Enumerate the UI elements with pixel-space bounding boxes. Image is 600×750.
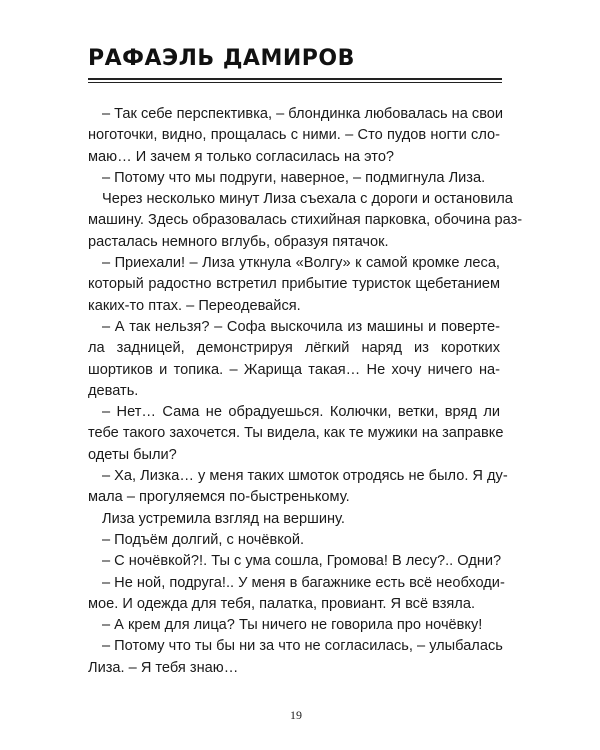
text-line: расталась немного вглубь, образуя пятачок.	[88, 233, 389, 250]
text-line: – Ха, Лизка… у меня таких шмоток отродясь не было. Я ду-	[102, 468, 508, 485]
text-line: тебе такого захочется. Ты видела, как те мужики на заправке	[88, 425, 504, 442]
text-line: девать.	[88, 382, 139, 399]
text-line: – Приехали! – Лиза уткнула «Волгу» к самой кромке леса,	[102, 255, 500, 272]
text-line: – С ночёвкой?!. Ты с ума сошла, Громова! В лесу?.. Одни?	[102, 553, 502, 570]
running-head-author: РАФАЭЛЬ ДАМИРОВ	[88, 46, 355, 71]
text-line: каких-то птах. – Переодевайся.	[88, 297, 301, 314]
page-number: 19	[290, 708, 302, 722]
text-line: ноготочки, видно, прощалась с ними. – Сто пудов ногти сло-	[88, 127, 500, 144]
text-line: – Подъём долгий, с ночёвкой.	[102, 531, 305, 548]
text-line: – Потому что ты бы ни за что не согласилась, – улыбалась	[102, 638, 503, 655]
text-line: – А крем для лица? Ты ничего не говорила про ночёвку!	[102, 617, 483, 634]
header-rule-thick	[88, 78, 502, 80]
page-body	[88, 104, 523, 679]
text-line: – Потому что мы подруги, наверное, – подмигнула Лиза.	[102, 169, 486, 186]
text-line: ла задницей, демонстрируя лёгкий наряд из коротких	[88, 340, 500, 357]
text-line: Лиза. – Я тебя знаю…	[88, 659, 239, 676]
text-line: мала – прогуляемся по-быстренькому.	[88, 489, 350, 506]
text-line: – Не ной, подруга!.. У меня в багажнике есть всё необходи-	[102, 574, 505, 591]
text-line: Лиза устремила взгляд на вершину.	[102, 510, 345, 527]
header-rule-thin	[88, 82, 502, 83]
text-line: Через несколько минут Лиза съехала с дороги и остановила	[102, 191, 513, 208]
text-line: – Нет… Сама не обрадуешься. Колючки, ветки, вряд ли	[102, 404, 500, 421]
text-line: шортиков и топика. – Жарища такая… Не хочу ничего на-	[88, 361, 500, 378]
text-line: мое. И одежда для тебя, палатка, провиант. Я всё взяла.	[88, 595, 475, 612]
text-line: одеты были?	[88, 446, 177, 463]
text-line: – Так себе перспективка, – блондинка любовалась на свои	[102, 106, 504, 122]
text-line: – А так нельзя? – Софа выскочила из машины и поверте-	[102, 318, 500, 335]
page-number-footer	[0, 708, 600, 723]
text-line: машину. Здесь образовалась стихийная парковка, обочина раз-	[88, 212, 523, 229]
text-line: который радостно встретил прибытие туристок щебетанием	[88, 276, 500, 293]
text-line: маю… И зачем я только согласилась на это?	[88, 148, 395, 165]
